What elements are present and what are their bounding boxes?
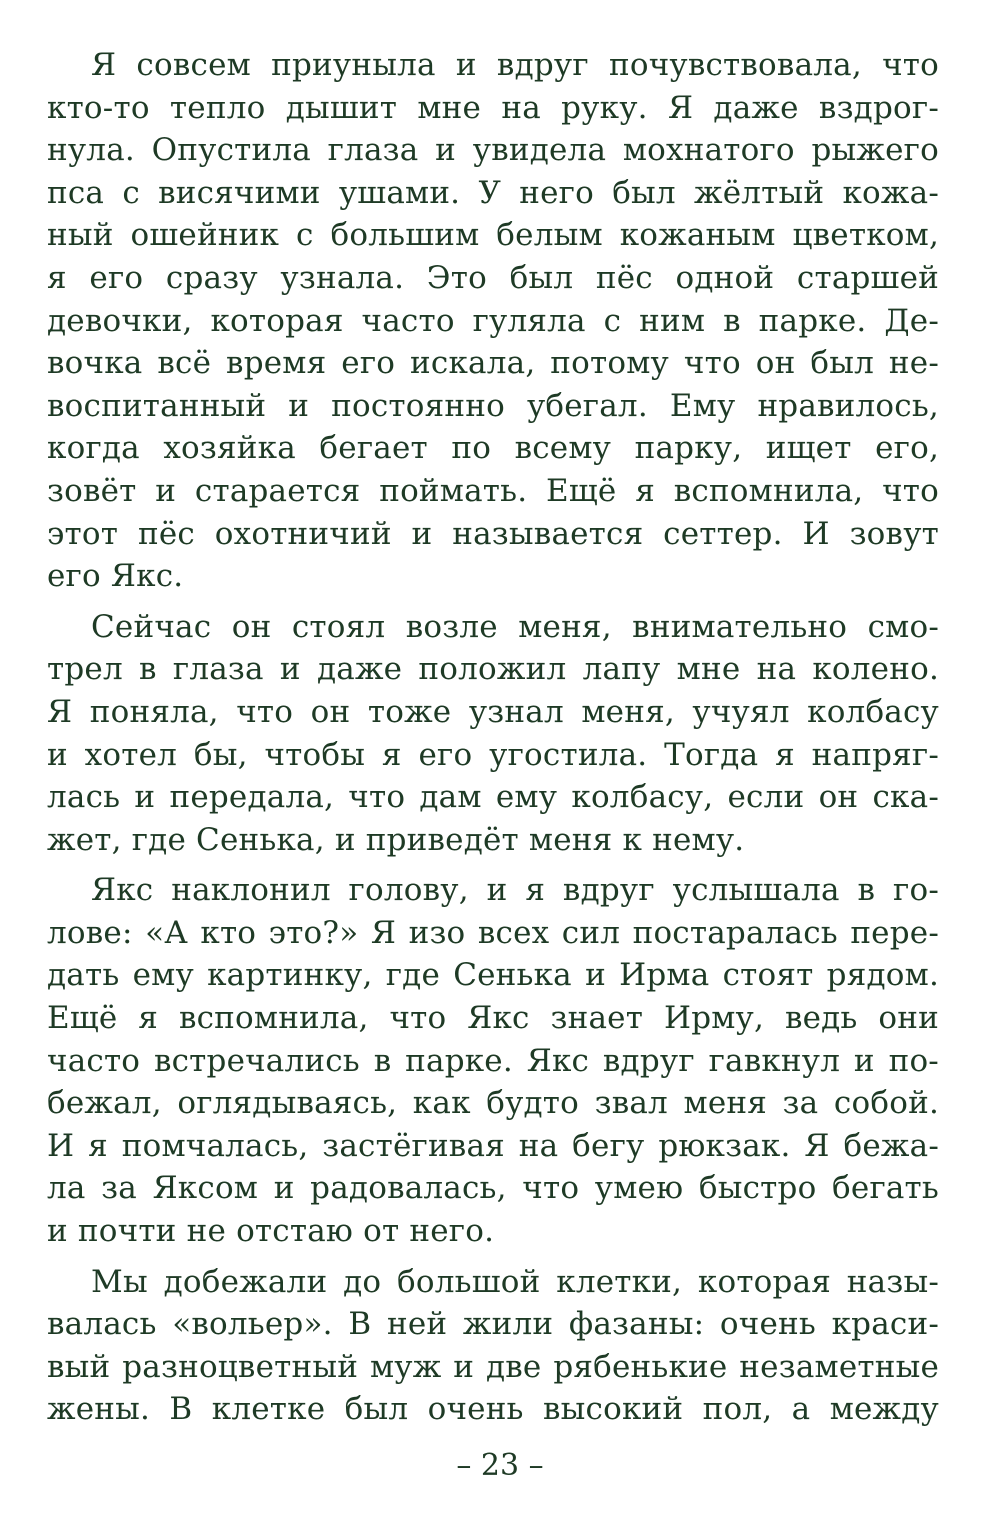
text-line: валась «вольер». В ней жили фазаны: очень краси- xyxy=(47,1306,939,1343)
text-line: и хотел бы, чтобы я его угостила. Тогда я напряг- xyxy=(47,736,939,773)
text-line: воспитанный и постоянно убегал. Ему нравилось, xyxy=(47,387,939,424)
text-line: ный ошейник с большим белым кожаным цветком, xyxy=(47,217,939,254)
paragraph xyxy=(47,44,939,598)
text-line: жет, где Сенька, и приведёт меня к нему. xyxy=(47,821,745,858)
text-line: ла за Яксом и радовалась, что умею быстро бегать xyxy=(47,1170,939,1207)
text-line: Я совсем приуныла и вдруг почувствовала, что xyxy=(91,47,939,83)
text-line: Якс наклонил голову, и я вдруг услышала в го- xyxy=(91,872,939,909)
text-line: нула. Опустила глаза и увидела мохнатого рыжего xyxy=(47,132,939,169)
text-line: когда хозяйка бегает по всему парку, ищет его, xyxy=(47,430,939,467)
text-line: дать ему картинку, где Сенька и Ирма стоят рядом. xyxy=(47,957,939,994)
text-line: бежал, оглядываясь, как будто звал меня за собой. xyxy=(47,1085,939,1122)
paragraph xyxy=(47,606,939,862)
text-line: жены. В клетке был очень высокий пол, а между xyxy=(47,1391,939,1428)
text-line: лове: «А кто это?» Я изо всех сил постаралась пере- xyxy=(47,914,939,951)
paragraph xyxy=(47,869,939,1252)
text-line: девочки, которая часто гуляла с ним в парке. Де- xyxy=(47,302,939,339)
text-line: трел в глаза и даже положил лапу мне на колено. xyxy=(47,651,939,688)
page-text xyxy=(47,44,939,1431)
text-line: его Якс. xyxy=(47,558,184,595)
text-line: Ещё я вспомнила, что Якс знает Ирму, ведь они xyxy=(47,1000,939,1037)
text-line: этот пёс охотничий и называется сеттер. И зовут xyxy=(47,515,939,552)
text-line: я его сразу узнала. Это был пёс одной старшей xyxy=(47,259,939,296)
text-line: кто-то тепло дышит мне на руку. Я даже вздрог- xyxy=(47,89,939,126)
text-line: и почти не отстаю от него. xyxy=(47,1213,495,1250)
text-line: вый разноцветный муж и две рябенькие незаметные xyxy=(47,1348,939,1385)
text-line: лась и передала, что дам ему колбасу, если он ска- xyxy=(47,779,939,816)
text-line: И я помчалась, застёгивая на бегу рюкзак. Я бежа- xyxy=(47,1127,939,1164)
text-line: Сейчас он стоял возле меня, внимательно смо- xyxy=(91,608,939,645)
text-line: вочка всё время его искала, потому что он был не- xyxy=(47,345,939,382)
paragraph xyxy=(47,1261,939,1431)
page-number: – 23 – xyxy=(456,1448,544,1483)
text-line: Мы добежали до большой клетки, которая назы- xyxy=(91,1263,939,1300)
text-line: пса с висячими ушами. У него был жёлтый кожа- xyxy=(47,174,939,211)
text-line: часто встречались в парке. Якс вдруг гавкнул и по- xyxy=(47,1042,939,1079)
text-line: Я поняла, что он тоже узнал меня, учуял колбасу xyxy=(47,693,939,730)
text-line: зовёт и старается поймать. Ещё я вспомнила, что xyxy=(47,472,939,509)
